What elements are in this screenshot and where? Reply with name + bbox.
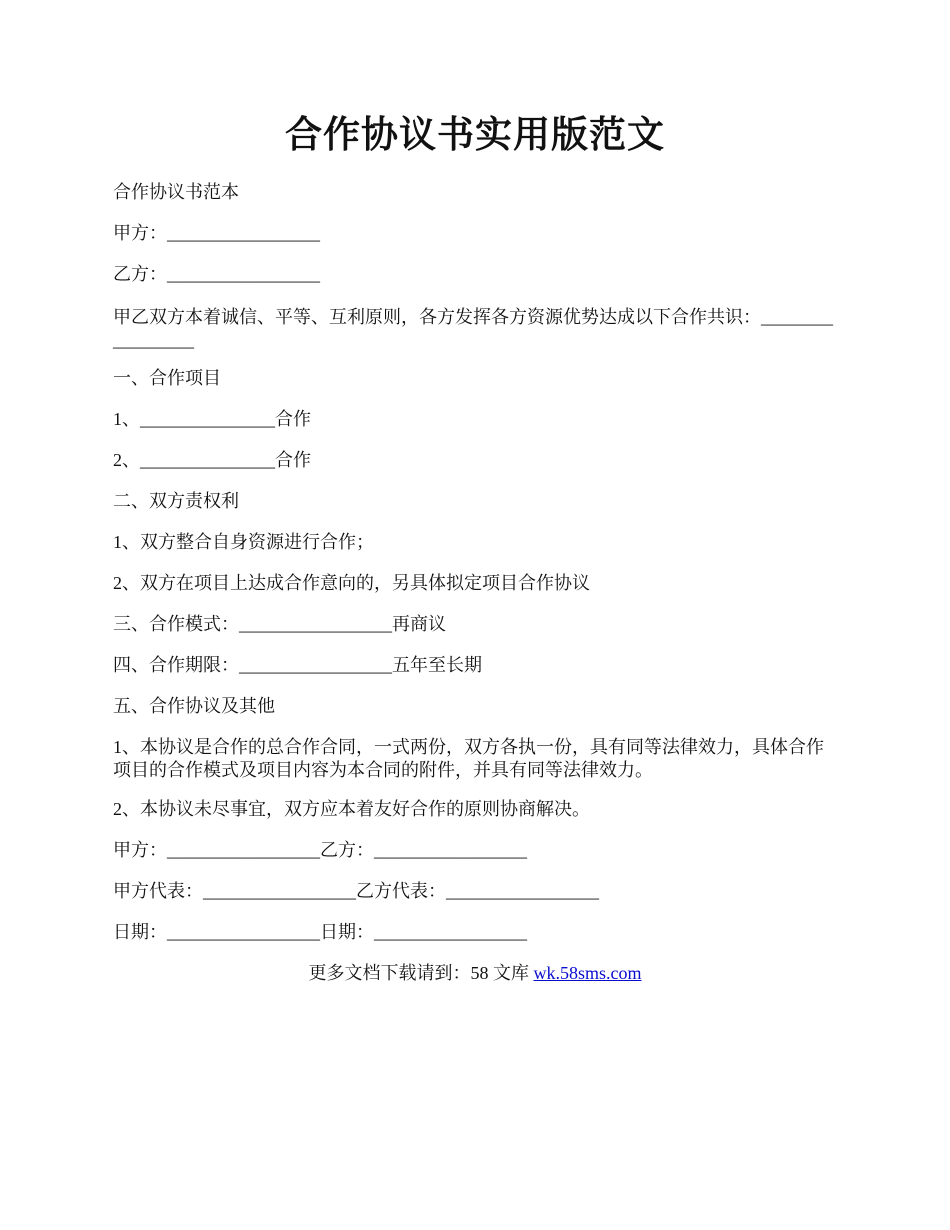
document-title: 合作协议书实用版范文 [285, 115, 665, 156]
project-item-1: 1、_______________合作 [113, 409, 311, 429]
other-clause-2: 2、本协议未尽事宜，双方应本着友好合作的原则协商解决。 [113, 799, 590, 819]
intro-paragraph: 甲乙双方本着诚信、平等、互利原则，各方发挥各方资源优势达成以下合作共识：_________________ [113, 307, 833, 350]
section-cooperation-mode: 三、合作模式：_________________再商议 [113, 614, 446, 634]
footer-note [0, 962, 950, 984]
section-cooperation-term: 四、合作期限：_________________五年至长期 [113, 655, 482, 675]
rights-item-1: 1、双方整合自身资源进行合作； [113, 532, 374, 552]
subtitle-text: 合作协议书范本 [113, 182, 239, 202]
rights-item-2: 2、双方在项目上达成合作意向的，另具体拟定项目合作协议 [113, 573, 590, 593]
other-clause-1: 1、本协议是合作的总合作合同，一式两份，双方各执一份，具有同等法律效力，具体合作项目的合作模式及项目内容为本合同的附件，并具有同等法律效力。 [113, 737, 824, 780]
section-heading-projects: 一、合作项目 [113, 368, 221, 388]
project-item-2: 2、_______________合作 [113, 450, 311, 470]
footer-text: 更多文档下载请到：58 文库 [308, 963, 534, 983]
section-heading-rights: 二、双方责权利 [113, 491, 239, 511]
signature-parties-row: 甲方：_________________乙方：_________________ [113, 840, 527, 860]
footer-link[interactable]: wk.58sms.com [533, 963, 642, 983]
section-heading-other: 五、合作协议及其他 [113, 696, 275, 716]
signature-dates-row: 日期：_________________日期：_________________ [113, 922, 527, 942]
party-b-field: 乙方：_________________ [113, 264, 320, 284]
party-a-field: 甲方：_________________ [113, 223, 320, 243]
signature-representatives-row: 甲方代表：_________________乙方代表：_________________ [113, 881, 599, 901]
